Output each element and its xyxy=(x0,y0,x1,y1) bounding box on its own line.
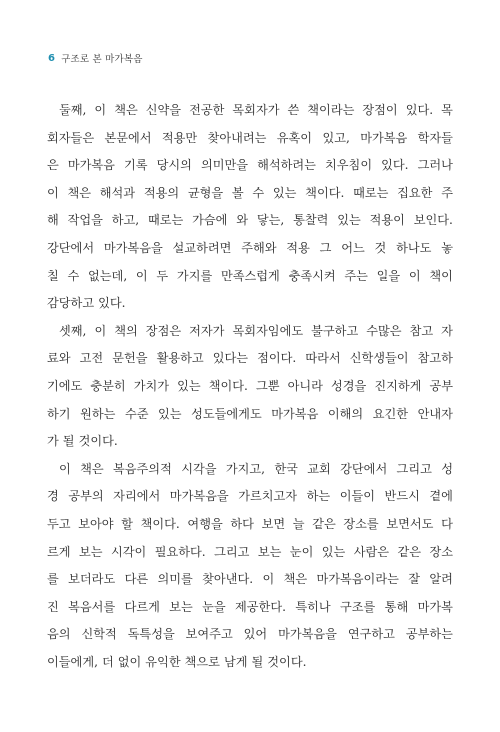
text-line: 두고 보아야 할 책이다. 여행을 하다 보면 늘 같은 장소를 보면서도 다 xyxy=(47,516,453,531)
text-line: 진 복음서를 다르게 보는 눈을 제공한다. 특히나 구조를 통해 마가복 xyxy=(47,599,453,614)
text-line: 감당하고 있다. xyxy=(47,296,126,311)
text-line: 칠 수 없는데, 이 두 가지를 만족스럽게 충족시켜 주는 일을 이 책이 xyxy=(47,268,453,283)
running-title: 구조로 본 마가복음 xyxy=(61,54,143,65)
text-line: 둘째, 이 책은 신약을 전공한 목회자가 쓴 책이라는 장점이 있다. 목 xyxy=(59,103,453,117)
body-text xyxy=(47,97,453,676)
page-number: 6 xyxy=(48,52,56,64)
text-line: 를 보더라도 다른 의미를 찾아낸다. 이 책은 마가복음이라는 잘 알려 xyxy=(47,572,453,587)
text-line: 르게 보는 시각이 필요하다. 그리고 보는 눈이 있는 사람은 같은 장소 xyxy=(47,544,453,559)
text-line: 음의 신학적 독특성을 보여주고 있어 마가복음을 연구하고 공부하는 xyxy=(47,627,453,642)
text-line: 이 책은 해석과 적용의 균형을 볼 수 있는 책이다. 때로는 집요한 주 xyxy=(47,185,453,200)
text-line: 기에도 충분히 가치가 있는 책이다. 그뿐 아니라 성경을 진지하게 공부 xyxy=(47,378,453,393)
text-line: 료와 고전 문헌을 활용하고 있다는 점이다. 따라서 신학생들이 참고하 xyxy=(47,351,453,366)
text-line: 경 공부의 자리에서 마가복음을 가르치고자 하는 이들이 반드시 곁에 xyxy=(47,489,453,504)
running-header xyxy=(48,51,143,65)
text-line: 가 될 것이다. xyxy=(47,434,118,449)
text-line: 강단에서 마가복음을 설교하려면 주해와 적용 그 어느 것 하나도 놓 xyxy=(47,240,453,255)
text-line: 셋째, 이 책의 장점은 저자가 목회자임에도 불구하고 수많은 참고 자 xyxy=(59,323,453,338)
text-line: 하기 원하는 수준 있는 성도들에게도 마가복음 이해의 요긴한 안내자 xyxy=(47,406,453,421)
text-line: 회자들은 본문에서 적용만 찾아내려는 유혹이 있고, 마가복음 학자들 xyxy=(47,130,453,145)
text-line: 은 마가복음 기록 당시의 의미만을 해석하려는 치우침이 있다. 그러나 xyxy=(47,158,453,173)
text-line: 이들에게, 더 없이 유익한 책으로 남게 될 것이다. xyxy=(47,654,307,669)
text-line: 해 작업을 하고, 때로는 가슴에 와 닿는, 통찰력 있는 적용이 보인다. xyxy=(47,213,453,228)
text-line: 이 책은 복음주의적 시각을 가지고, 한국 교회 강단에서 그리고 성 xyxy=(59,461,453,476)
